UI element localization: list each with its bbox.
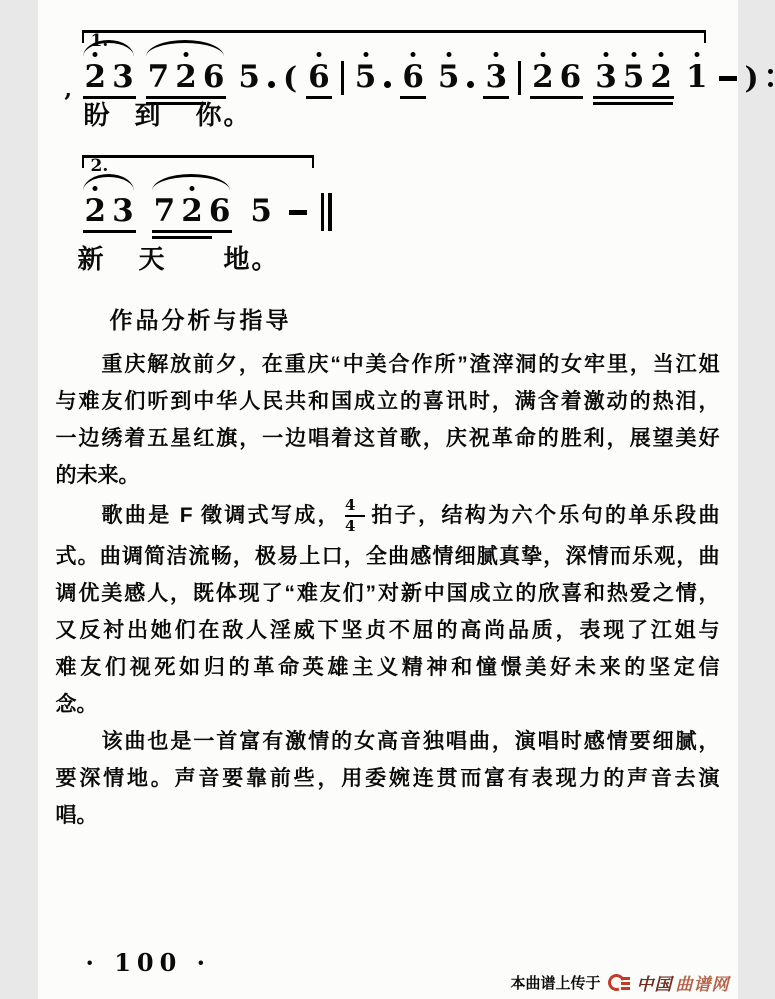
notation-line-2	[82, 193, 333, 231]
augmentation-dot	[268, 81, 275, 88]
paragraph-line: 难友们视死如归的革命英雄主义精神和憧憬美好未来的坚定信	[55, 656, 720, 679]
note-digit: 5	[352, 62, 380, 93]
para2-line1-post: 拍子，结构为六个乐句的单乐段曲	[369, 504, 720, 527]
note-digit: 3	[482, 62, 510, 93]
volta-number-1: 1.	[90, 31, 109, 51]
barline	[341, 61, 344, 95]
volta-number-2: 2.	[90, 156, 109, 176]
note-digit: 1	[683, 62, 711, 93]
paragraph-line-with-time-signature	[56, 494, 720, 538]
analysis-heading: 作品分析与指导	[109, 307, 292, 333]
site-name-rest: 曲谱网	[675, 975, 730, 994]
score-section	[38, 0, 759, 292]
sheet-music-page	[38, 0, 759, 999]
paragraph-line: 一边绣着五星红旗，一边唱着这首歌，庆祝革命的胜利，展望美好	[55, 427, 720, 450]
beam-line	[530, 96, 583, 99]
note-digit: 2	[178, 196, 206, 227]
note-group	[305, 59, 333, 95]
note-digit: 6	[559, 59, 582, 95]
repeat-barline	[767, 61, 775, 95]
lyric-syllable: 你。	[195, 100, 252, 130]
note-digit: 3	[112, 59, 134, 95]
note-group	[151, 193, 234, 229]
upload-note: 本曲谱上传于	[510, 975, 601, 992]
paragraph-line: 唱。	[55, 804, 98, 827]
beam-line	[483, 96, 509, 99]
slur-arc	[152, 174, 231, 191]
time-signature-numerator: 4	[345, 497, 365, 517]
notation-line-1	[82, 59, 775, 96]
lyric-syllable: 盼	[83, 100, 112, 130]
note-digit: 2	[82, 62, 110, 93]
note-digit: 6	[305, 62, 333, 93]
note-group	[352, 59, 380, 95]
site-name-cn: 中国	[636, 975, 673, 994]
note-digit: 5	[620, 62, 648, 93]
note-group	[235, 59, 263, 95]
breath-mark: ’	[63, 88, 72, 117]
beam-line	[306, 96, 332, 99]
second-ending-bracket	[82, 155, 314, 176]
octave-dot	[316, 52, 321, 57]
beam-line-2	[593, 102, 673, 105]
paragraph-line: 又反衬出她们在敌人淫威下坚贞不屈的高尚品质，表现了江姐与	[55, 619, 720, 642]
final-barline	[321, 193, 333, 231]
note-digit: 5	[435, 62, 463, 93]
note-group	[82, 59, 137, 95]
note-digit: 5	[250, 193, 272, 229]
paragraph-line: 重庆解放前夕，在重庆“中美合作所”渣滓洞的女牢里，当江姐	[101, 353, 720, 376]
octave-dot	[540, 52, 545, 57]
paragraph-line: 调优美感人，既体现了“难友们”对新中国成立的欣喜和热爱之情，	[55, 582, 720, 605]
beam-line	[83, 230, 136, 233]
octave-dot	[411, 52, 416, 57]
page-number: · 100 ·	[85, 948, 212, 977]
lyric-syllable: 到	[134, 100, 163, 130]
paragraph-line: 该曲也是一首富有激情的女高音独唱曲，演唱时感情要细腻，	[101, 730, 720, 753]
note-group	[435, 59, 463, 95]
note-group	[399, 59, 427, 95]
note-digit: 2	[82, 196, 110, 227]
note-group	[529, 59, 584, 95]
note-digit: 7	[153, 193, 176, 229]
para2-line1-pre: 歌曲是 F 徵调式写成，	[101, 504, 342, 527]
note-digit: 2	[529, 62, 557, 93]
parenthesis: (	[282, 61, 298, 96]
lyric-syllable: 地。	[223, 244, 280, 274]
paragraph-line: 与难友们听到中华人民共和国成立的喜讯时，满含着激动的热泪，	[55, 390, 720, 413]
lyric-syllable: 新	[77, 244, 106, 274]
note-digit: 3	[112, 193, 134, 229]
octave-dot	[446, 52, 451, 57]
time-signature	[345, 497, 365, 536]
music-disc-icon	[608, 973, 630, 992]
note-digit: 6	[208, 193, 231, 229]
lyric-syllable: 天	[138, 244, 167, 274]
paragraph-line: 的未来。	[55, 464, 140, 487]
time-signature-denominator: 4	[345, 517, 356, 536]
augmentation-dot	[384, 81, 391, 88]
note-digit: 7	[147, 59, 170, 95]
note-digit: 6	[399, 62, 427, 93]
dash-continuation	[719, 76, 737, 81]
beam-line	[152, 230, 233, 233]
note-digit: 6	[202, 59, 225, 95]
note-group	[82, 193, 137, 229]
octave-dot	[604, 52, 609, 57]
beam-line	[593, 96, 674, 99]
note-group	[482, 59, 510, 95]
paragraph-line: 式。曲调简洁流畅，极易上口，全曲感情细腻真挚，深情而乐观，曲	[55, 545, 720, 568]
note-group	[592, 59, 675, 95]
octave-dot	[659, 52, 664, 57]
barline	[518, 61, 521, 95]
note-group	[145, 59, 228, 95]
slur-arc	[83, 174, 134, 191]
octave-dot	[631, 52, 636, 57]
paragraph-line: 念。	[55, 693, 98, 716]
parenthesis: )	[744, 61, 759, 96]
octave-dot	[694, 52, 699, 57]
beam-line	[146, 96, 227, 99]
note-group	[683, 59, 711, 95]
beam-line	[400, 96, 426, 99]
analysis-section	[56, 306, 720, 834]
paragraph-line: 要深情地。声音要靠前些，用委婉连贯而富有表现力的声音去演	[55, 767, 720, 790]
octave-dot	[494, 52, 499, 57]
dash-continuation	[289, 210, 307, 215]
octave-dot	[363, 52, 368, 57]
note-group	[247, 193, 275, 229]
beam-line-2	[152, 236, 212, 239]
augmentation-dot	[467, 81, 474, 88]
note-digit: 2	[647, 62, 675, 93]
site-watermark	[510, 970, 729, 995]
note-digit: 5	[238, 59, 260, 95]
note-digit: 2	[172, 62, 200, 93]
note-digit: 3	[592, 62, 620, 93]
beam-line	[83, 96, 136, 99]
